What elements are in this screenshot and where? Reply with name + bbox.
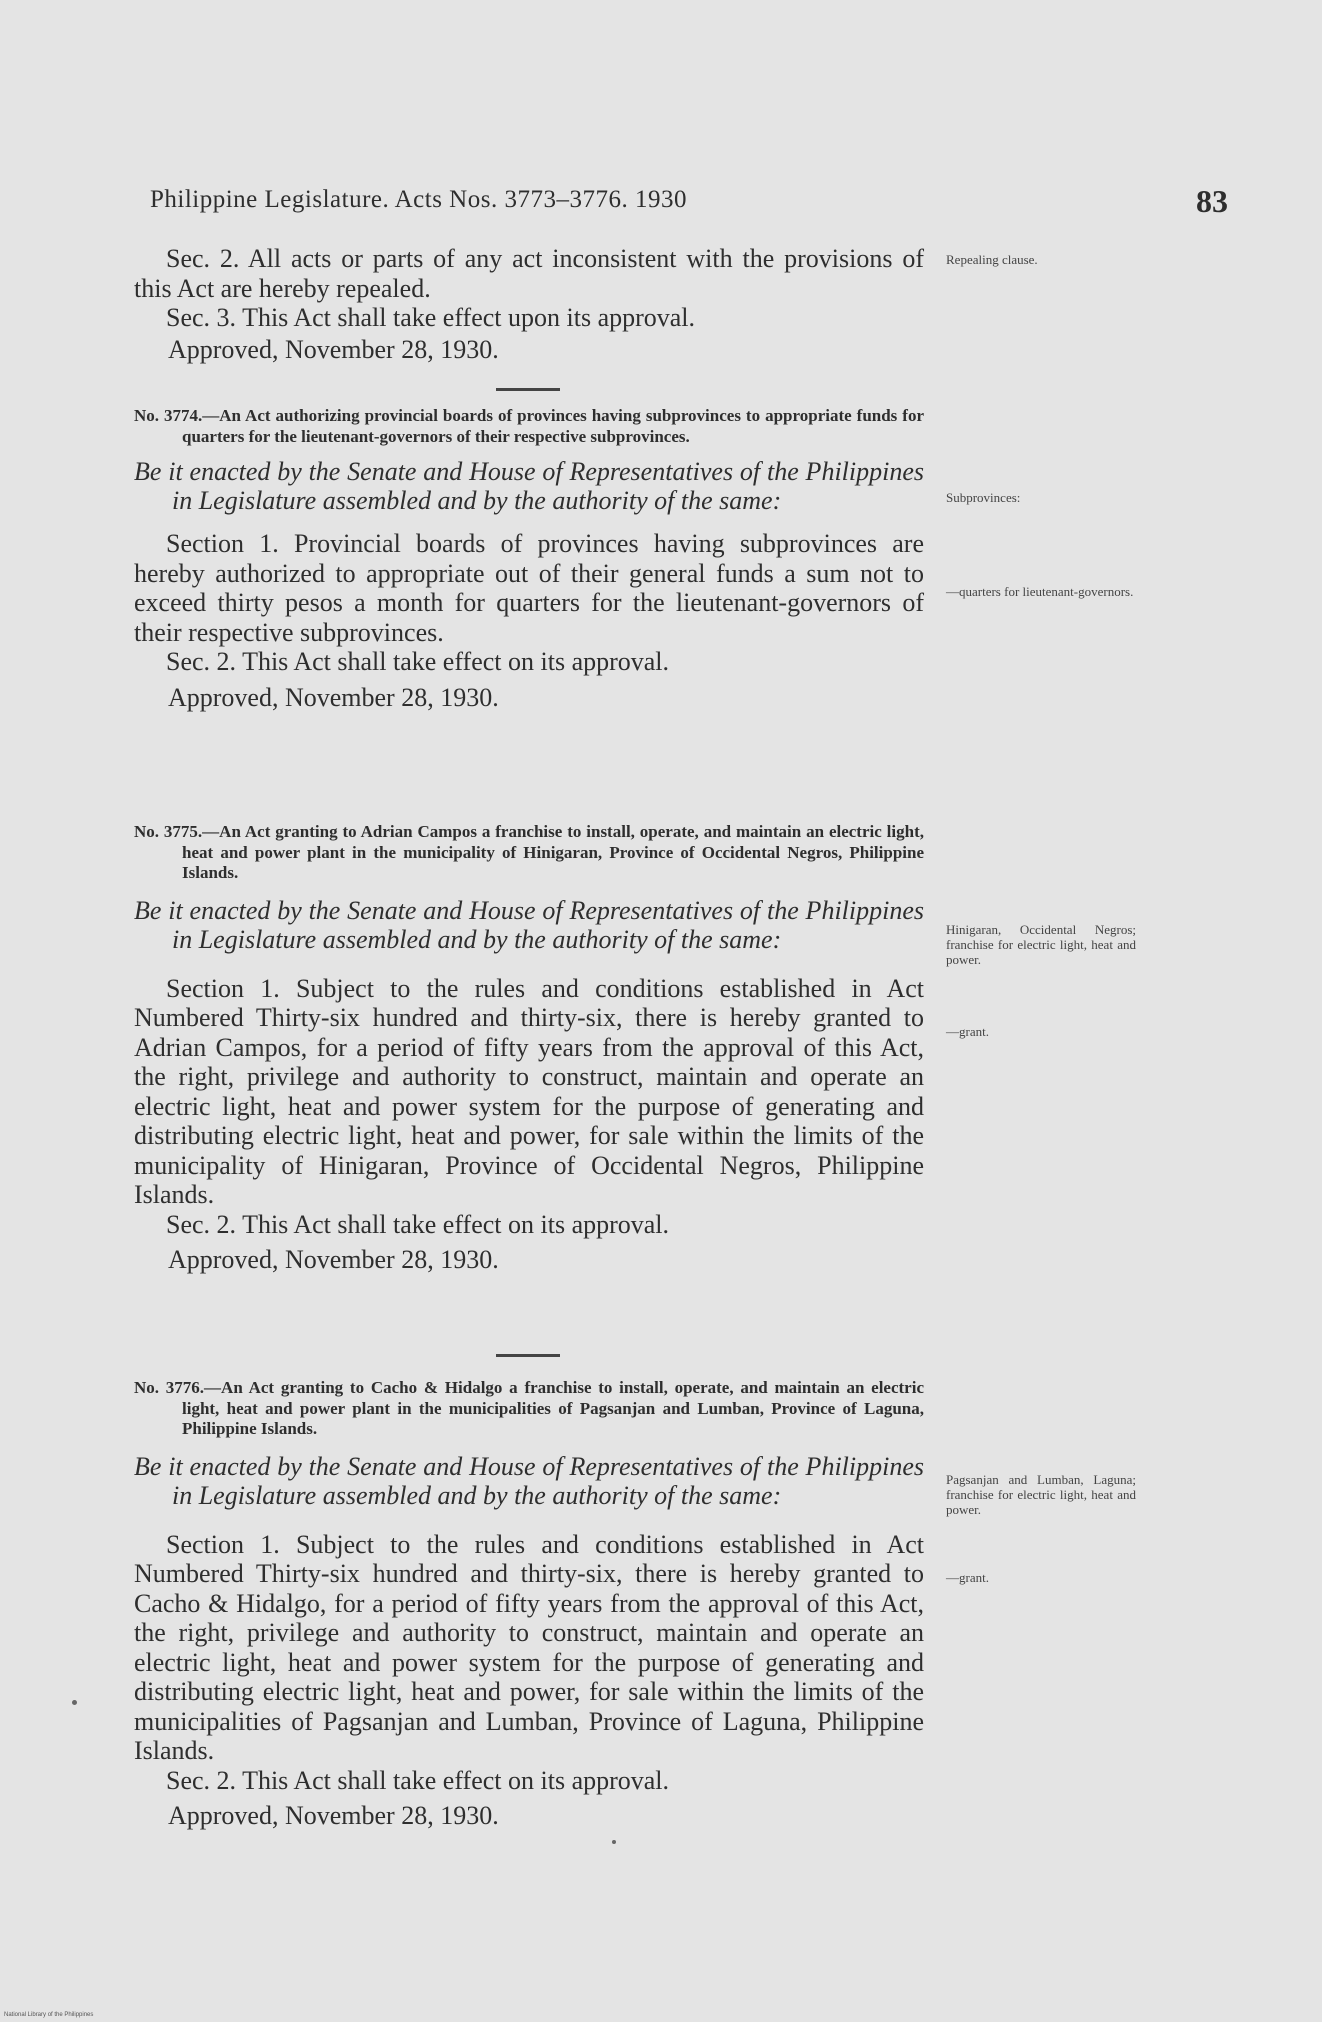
margin-note-subprovinces: Subprovinces: (946, 490, 1021, 505)
act-3774-enacting-clause: Be it enacted by the Senate and House of Representatives of the Philippines in Legislature assembled and by the authority of the same: (134, 457, 924, 515)
margin-note-quarters: —quarters for lieutenant-governors. (946, 584, 1134, 599)
act-3775-title: No. 3775.—An Act granting to Adrian Campos a franchise to install, operate, and maintain an electric light, heat and power plant in the municipality of Hinigaran, Province of Occidental Negros, Philippine Islands. (134, 822, 924, 882)
speck (72, 1700, 77, 1705)
act-3776-approved: Approved, November 28, 1930. (168, 1801, 499, 1830)
act-3775-sec1: Section 1. Subject to the rules and conditions established in Act Numbered Thirty-six hundred and thirty-six, there is hereby granted to Adrian Campos, for a period of fifty years from the approval of this Act, the right, privilege and authority to construct, maintain and operate an electric light, heat and power system for the purpose of generating and distributing electric light, heat and power, for sale within the limits of the municipality of Hinigaran, Province of Occidental Negros, Philippine Islands. (134, 973, 924, 1209)
footer-credit: National Library of the Philippines (4, 2012, 94, 2018)
speck (612, 1840, 616, 1844)
act-3774-sec1: Section 1. Provincial boards of provinces having subprovinces are hereby authorized to appropriate out of their general funds a sum not to exceed thirty pesos a month for quarters for the lieutenant-governors of their respective subprovinces. (134, 529, 924, 647)
margin-note-pagsanjan: Pagsanjan and Lumban, Laguna; franchise for electric light, heat and power. (946, 1472, 1136, 1517)
page-number: 83 (1196, 183, 1228, 219)
act-3773-tail (134, 244, 924, 364)
running-head: Philippine Legislature. Acts Nos. 3773–3776. 1930 (150, 186, 687, 213)
act-3773-approved: Approved, November 28, 1930. (168, 334, 499, 364)
margin-note-grant-1: —grant. (946, 1024, 989, 1039)
section-divider (496, 1354, 560, 1357)
act-3773-sec3: Sec. 3. This Act shall take effect upon its approval. (166, 303, 696, 332)
act-3774-approved: Approved, November 28, 1930. (168, 682, 499, 712)
act-3776-title: No. 3776.—An Act granting to Cacho & Hidalgo a franchise to install, operate, and maintain an electric light, heat and power plant in the municipalities of Pagsanjan and Lumban, Province of Laguna, Philippine Islands. (134, 1378, 924, 1438)
act-3774 (134, 406, 924, 712)
margin-note-grant-2: —grant. (946, 1570, 989, 1585)
act-3774-sec2: Sec. 2. This Act shall take effect on its approval. (166, 647, 670, 676)
section-divider (496, 388, 560, 391)
act-3776-enacting-clause: Be it enacted by the Senate and House of Representatives of the Philippines in Legislature assembled and by the authority of the same: (134, 1451, 924, 1510)
act-3776-sec2: Sec. 2. This Act shall take effect on its approval. (166, 1765, 670, 1795)
act-3775 (134, 822, 924, 1275)
act-3773-sec2: Sec. 2. All acts or parts of any act inconsistent with the provisions of this Act are hereby repealed. (134, 244, 924, 303)
act-3774-title: No. 3774.—An Act authorizing provincial boards of provinces having subprovinces to appropriate funds for quarters for the lieutenant-governors of their respective subprovinces. (134, 406, 924, 446)
act-3776-sec1: Section 1. Subject to the rules and conditions established in Act Numbered Thirty-six hundred and thirty-six, there is hereby granted to Cacho & Hidalgo, for a period of fifty years from the approval of this Act, the right, privilege and authority to construct, maintain and operate an electric light, heat and power system for the purpose of generating and distributing electric light, heat and power, for sale within the limits of the municipalities of Pagsanjan and Lumban, Province of Laguna, Philippine Islands. (134, 1529, 924, 1765)
act-3775-sec2: Sec. 2. This Act shall take effect on its approval. (166, 1209, 670, 1239)
act-3775-enacting-clause: Be it enacted by the Senate and House of Representatives of the Philippines in Legislature assembled and by the authority of the same: (134, 895, 924, 954)
margin-note-repealing: Repealing clause. (946, 252, 1038, 267)
margin-note-hinigaran: Hinigaran, Occidental Negros; franchise for electric light, heat and power. (946, 922, 1136, 967)
act-3775-approved: Approved, November 28, 1930. (168, 1245, 499, 1274)
act-3776 (134, 1378, 924, 1831)
